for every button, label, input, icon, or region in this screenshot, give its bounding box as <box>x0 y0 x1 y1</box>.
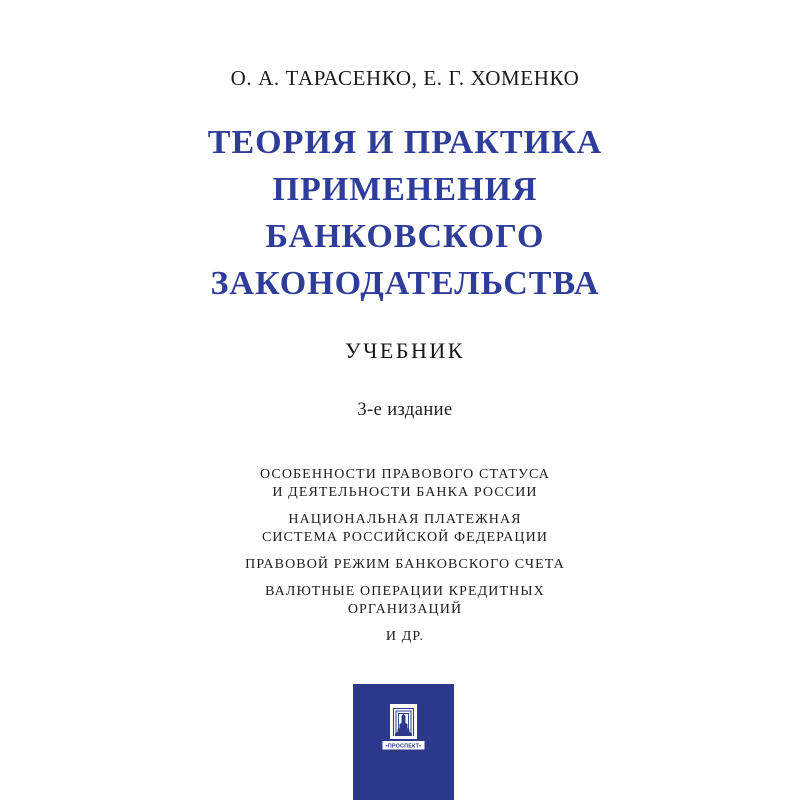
topic-item <box>5 466 800 502</box>
title-line-1: ТЕОРИЯ И ПРАКТИКА <box>207 124 603 161</box>
edition-label: 3-е издание <box>357 400 453 420</box>
topic-line: ВАЛЮТНЫЕ ОПЕРАЦИИ КРЕДИТНЫХ <box>265 584 545 599</box>
topic-line: НАЦИОНАЛЬНАЯ ПЛАТЕЖНАЯ <box>288 512 522 527</box>
publisher-banner <box>383 741 425 750</box>
title-line-4: ЗАКОНОДАТЕЛЬСТВА <box>210 265 600 302</box>
book-title <box>5 119 800 307</box>
topic-item <box>5 556 800 574</box>
publisher-logo-prospekt <box>353 684 454 800</box>
topic-item <box>5 583 800 619</box>
topics-list <box>5 466 800 655</box>
topic-line: СИСТЕМА РОССИЙСКОЙ ФЕДЕРАЦИИ <box>261 530 549 545</box>
authors-line: О. А. ТАРАСЕНКО, Е. Г. ХОМЕНКО <box>230 66 580 90</box>
topic-item <box>5 628 800 646</box>
prospekt-logo-svg <box>353 684 454 800</box>
subtitle-label: УЧЕБНИК <box>345 338 465 363</box>
topic-line: И ДР. <box>385 629 425 644</box>
gate-tower-icon <box>390 704 417 739</box>
title-line-3: БАНКОВСКОГО <box>265 218 545 255</box>
topic-line: ПРАВОВОЙ РЕЖИМ БАНКОВСКОГО СЧЕТА <box>245 557 565 572</box>
title-line-2: ПРИМЕНЕНИЯ <box>272 171 538 208</box>
topic-line: И ДЕЯТЕЛЬНОСТИ БАНКА РОССИИ <box>272 485 538 500</box>
topic-line: ОСОБЕННОСТИ ПРАВОВОГО СТАТУСА <box>260 467 550 482</box>
topic-item <box>5 511 800 547</box>
publisher-banner-text: •ПРОСПЕКТ• <box>385 743 422 750</box>
topic-line: ОРГАНИЗАЦИЙ <box>347 602 463 617</box>
